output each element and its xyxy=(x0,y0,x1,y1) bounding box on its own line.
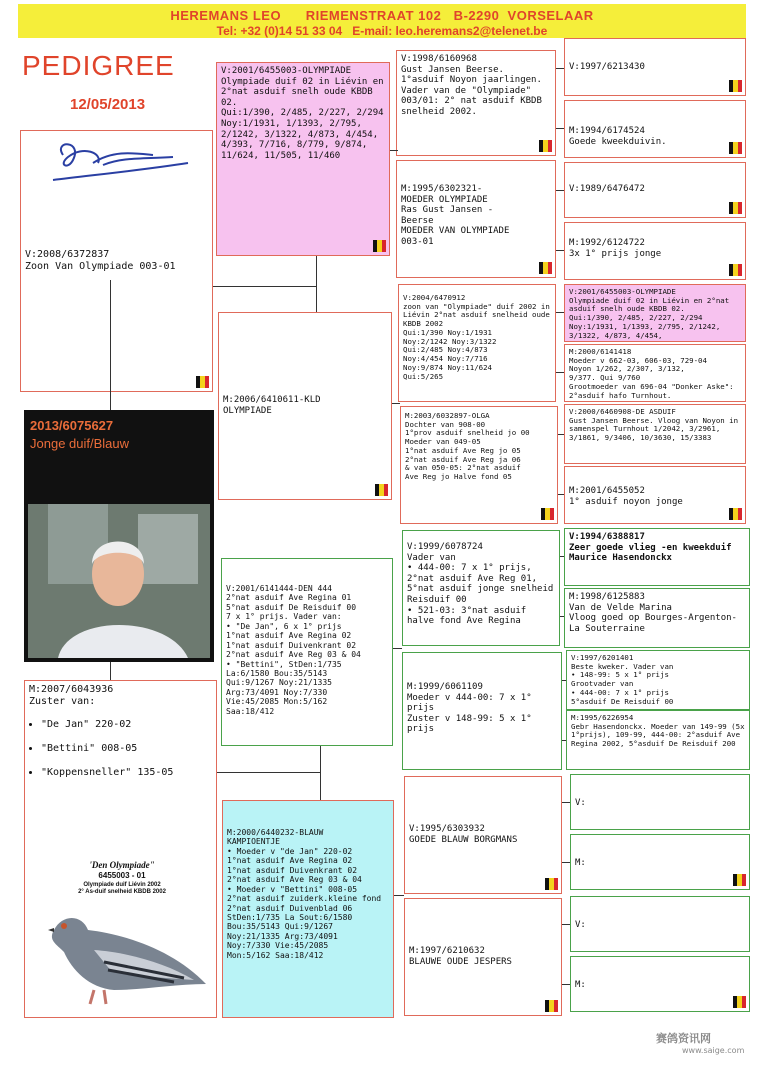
gen3-text: V:1995/6303932 GOEDE BLAUW BORGMANS xyxy=(409,824,518,845)
gen3-box xyxy=(396,160,556,278)
gen4-box xyxy=(564,222,746,280)
connector-line xyxy=(558,434,564,435)
connector-line xyxy=(217,772,320,773)
connector-line xyxy=(562,740,566,741)
gen2-text: V:2001/6141444-DEN 444 2°nat asduif Ave Regina 01 5°nat asduif De Reisduif 00 7 x 1° prijs. Vader van: • "De Jan", 6 x 1° prijs 1°nat asduif Ave Regina 02 1°nat asduif Duivenkrant 02 2°nat asduif Ave Reg 03 & 04 • "Bettini", StDen:1/735 La:6/1580 Bou:35/5143 Qui:9/1267 Noy:21/1335 Arg:73/4091 Noy:7/330 Vie:45/2085 Mon:5/162 Saa:18/412 xyxy=(226,584,361,716)
olympiade-pigeon-panel xyxy=(28,852,216,1017)
gen4-box xyxy=(564,528,750,586)
gen4-box xyxy=(570,956,750,1012)
connector-line xyxy=(556,68,564,69)
gen4-text: V:1997/6201401 Beste kweker. Vader van • 148-99: 5 x 1° prijs Grootvader van • 444-00: 7 x 1° prijs 5°asduif De Reisduif 00 xyxy=(571,653,674,706)
belgian-flag-icon xyxy=(729,202,742,214)
connector-line xyxy=(558,494,564,495)
dam-text: M:2007/6043936 Zuster van: xyxy=(29,684,114,707)
connector-line xyxy=(556,312,564,313)
gen4-box xyxy=(564,588,750,648)
sire-box xyxy=(20,130,213,392)
dam-list-item: • "Bettini" 008-05 xyxy=(41,743,212,755)
watermark-url: www.saige.com xyxy=(682,1046,745,1055)
gen4-text: V:2001/6455003-OLYMPIADE Olympiade duif 02 in Liévin en 2°nat asduif snelh oude KBDB 02. Qui:1/390, 2/485, 2/227, 2/294 Noy:1/1931, 1/1393, 2/795, 2/1242, 3/1322, 4/873, 4/454, xyxy=(569,287,730,340)
gen2-text: M:2006/6410611-KLD OLYMPIADE xyxy=(223,395,321,416)
gen4-text: M: xyxy=(575,980,586,990)
gen3-text: M:1999/6061109 Moeder v 444-00: 7 x 1° prijs Zuster v 148-99: 5 x 1° prijs xyxy=(407,682,532,735)
gen2-sire-dam xyxy=(218,312,392,500)
gen3-box xyxy=(400,406,558,524)
gen4-box xyxy=(564,100,746,158)
gen4-box xyxy=(566,650,750,710)
gen3-text: V:2004/6470912 zoon van "Olympiade" duif 2002 in Liévin 2°nat asduif snelheid oude KBDB 2002 Qui:1/390 Noy:1/1931 Noy:2/1242 Noy:3/1322 Qui:2/485 Noy:4/873 Noy:4/454 Noy:7/716 Noy:9/874 Noy:11/624 Qui:5/265 xyxy=(403,293,550,381)
pigeon-icon xyxy=(34,900,210,1012)
belgian-flag-icon xyxy=(539,140,552,152)
breeder-photo-icon xyxy=(28,504,210,658)
belgian-flag-icon xyxy=(375,484,388,496)
belgian-flag-icon xyxy=(729,264,742,276)
connector-line xyxy=(394,895,404,896)
connector-line xyxy=(393,648,402,649)
connector-line xyxy=(320,746,321,800)
belgian-flag-icon xyxy=(373,240,386,252)
gen4-box xyxy=(564,38,746,96)
belgian-flag-icon xyxy=(729,80,742,92)
gen4-box xyxy=(564,466,746,524)
gen4-text: M:2001/6455052 1° asduif noyon jonge xyxy=(569,486,683,507)
connector-line xyxy=(556,190,564,191)
gen4-box xyxy=(570,774,750,830)
gen4-text: M:2000/6141418 Moeder v 662-03, 606-03, 729-04 Noyon 1/262, 2/307, 3/132, 9/377. Qui 9/760 Grootmoeder van 696-04 "Donker Aske": 2°asduif hafo Turnhout. xyxy=(569,347,734,400)
gen4-box xyxy=(564,284,746,342)
connector-line xyxy=(556,128,564,129)
gen4-box xyxy=(564,404,746,464)
connector-line xyxy=(562,680,566,681)
connector-line xyxy=(560,556,564,557)
gen2-dam-dam xyxy=(222,800,394,1018)
sire-text: V:2008/6372837 Zoon Van Olympiade 003-01 xyxy=(25,249,176,272)
connector-line xyxy=(110,662,111,680)
watermark-name: 赛鸽资讯网 xyxy=(656,1032,711,1045)
gen4-box xyxy=(570,834,750,890)
gen4-text: M:1992/6124722 3x 1° prijs jonge xyxy=(569,238,662,259)
pigeon-ring: 6455003 - 01 xyxy=(98,871,146,880)
connector-line xyxy=(316,256,317,312)
gen3-box xyxy=(404,776,562,894)
connector-line xyxy=(213,286,316,287)
gen4-text: V: xyxy=(575,920,586,930)
subject-photo xyxy=(24,410,214,662)
page-title: PEDIGREE xyxy=(22,50,175,81)
belgian-flag-icon xyxy=(545,878,558,890)
gen4-text: V:1994/6388817 Zeer goede vlieg -en kweekduif Maurice Hasendonckx xyxy=(569,532,732,564)
subject-ring: 2013/6075627 xyxy=(30,418,114,433)
connector-line xyxy=(556,250,564,251)
gen2-dam-sire xyxy=(221,558,393,746)
connector-line xyxy=(392,403,400,404)
dam-list xyxy=(29,708,212,791)
subject-description: Jonge duif/Blauw xyxy=(30,436,130,451)
connector-line xyxy=(560,616,564,617)
gen4-text: V: xyxy=(575,798,586,808)
dam-list-item: • "Koppensneller" 135-05 xyxy=(41,767,212,779)
gen4-text: M:1998/6125883 Van de Velde Marina Vloog goed op Bourges-Argenton-La Souterraine xyxy=(569,592,737,634)
gen3-text: M:1997/6210632 BLAUWE OUDE JESPERS xyxy=(409,946,512,967)
connector-line xyxy=(562,984,570,985)
gen4-text: M:1994/6174524 Goede kweekduivin. xyxy=(569,126,667,147)
gen3-box xyxy=(396,50,556,156)
gen2-text: V:2001/6455003-OLYMPIADE Olympiade duif 02 in Liévin en 2°nat asduif snelh oude KBDB 02. Qui:1/390, 2/485, 2/227, 2/294 Noy:1/1931, 1/1393, 2/795, 2/1242, 3/1322, 4/873, 4/454, 4/393, 7/716, 8/779, 9/874, 11/624, 11/505, 11/460 xyxy=(221,66,384,161)
gen4-text: V:1997/6213430 xyxy=(569,62,645,72)
gen3-text: M:2003/6032897-OLGA Dochter van 908-00 1°prov asduif snelheid jo 00 Moeder van 049-05 1°nat asduif Ave Reg jo 05 2°nat asduif Ave Reg ja 06 & van 050-05: 2°nat asduif Ave Reg jo Halve fond 05 xyxy=(405,411,530,482)
gen3-box xyxy=(402,652,562,770)
connector-line xyxy=(562,862,570,863)
connector-line xyxy=(562,924,570,925)
gen4-box xyxy=(570,896,750,952)
dam-list-item: • "De Jan" 220-02 xyxy=(41,719,212,731)
pigeon-name: 'Den Olympiade" xyxy=(89,860,155,870)
belgian-flag-icon xyxy=(729,142,742,154)
signature-icon xyxy=(43,135,193,195)
pigeon-caption: Olympiade duif Liévin 2002 2° As-duif snelheid KBDB 2002 xyxy=(78,882,166,896)
belgian-flag-icon xyxy=(733,996,746,1008)
breeder-header xyxy=(18,4,746,38)
belgian-flag-icon xyxy=(539,262,552,274)
gen3-box xyxy=(404,898,562,1016)
gen4-text: M:1995/6226954 Gebr Hasendonckx. Moeder van 149-99 (5x 1°prijs), 109-99, 444-00: 2°asduif Ave Regina 2002, 5°asduif De Reisduif 200 xyxy=(571,713,745,749)
gen2-text: M:2000/6440232-BLAUW KAMPIOENTJE • Moeder v "de Jan" 220-02 1°nat asduif Ave Regina 02 1°nat asduif Duivenkrant 02 2°nat asduif Ave Reg 03 & 04 • Moeder v "Bettini" 008-05 2°nat asduif zuiderk.kleine fond 2°nat asduif Duivenblad 06 StDen:1/735 La Sout:6/1580 Bou:35/5143 Qui:9/1267 Noy:21/1335 Arg:73/4091 Noy:7/330 Vie:45/2085 Mon:5/162 Saa:18/412 xyxy=(227,828,382,960)
pedigree-date: 12/05/2013 xyxy=(70,96,146,113)
belgian-flag-icon xyxy=(541,508,554,520)
connector-line xyxy=(110,280,111,410)
connector-line xyxy=(562,802,570,803)
gen4-text: V:2000/6460908-DE ASDUIF Gust Jansen Beerse. Vloog van Noyon in samenspel Turnhout 1/2042, 3/2961, 3/1861, 9/3406, 10/3630, 15/3383 xyxy=(569,407,739,443)
belgian-flag-icon xyxy=(733,874,746,886)
connector-line xyxy=(556,372,564,373)
gen2-sire-sire xyxy=(216,62,390,256)
belgian-flag-icon xyxy=(729,508,742,520)
breeder-contact: Tel: +32 (0)14 51 33 04 E-mail: leo.heremans2@telenet.be xyxy=(216,24,548,38)
breeder-address: HEREMANS LEO RIEMENSTRAAT 102 B-2290 VORSELAAR xyxy=(170,8,594,23)
gen4-box xyxy=(564,344,746,402)
gen4-text: M: xyxy=(575,858,586,868)
connector-line xyxy=(390,150,398,151)
gen4-box xyxy=(566,710,750,770)
gen3-box xyxy=(398,284,556,402)
belgian-flag-icon xyxy=(545,1000,558,1012)
gen4-box xyxy=(564,162,746,218)
gen3-text: V:1999/6078724 Vader van • 444-00: 7 x 1° prijs, 2°nat asduif Ave Reg 01, 5°nat asduif jonge snelheid Reisduif 00 • 521-03: 3°nat asduif halve fond Ave Regina xyxy=(407,542,554,627)
gen3-text: V:1998/6160968 Gust Jansen Beerse. 1°asduif Noyon jaarlingen. Vader van de "Olympiade" 003/01: 2° nat asduif KBDB snelheid 2002. xyxy=(401,54,542,118)
belgian-flag-icon xyxy=(196,376,209,388)
gen3-text: M:1995/6302321- MOEDER OLYMPIADE Ras Gust Jansen - Beerse MOEDER VAN OLYMPIADE 003-01 xyxy=(401,184,510,248)
gen3-box xyxy=(402,530,560,646)
gen4-text: V:1989/6476472 xyxy=(569,184,645,194)
